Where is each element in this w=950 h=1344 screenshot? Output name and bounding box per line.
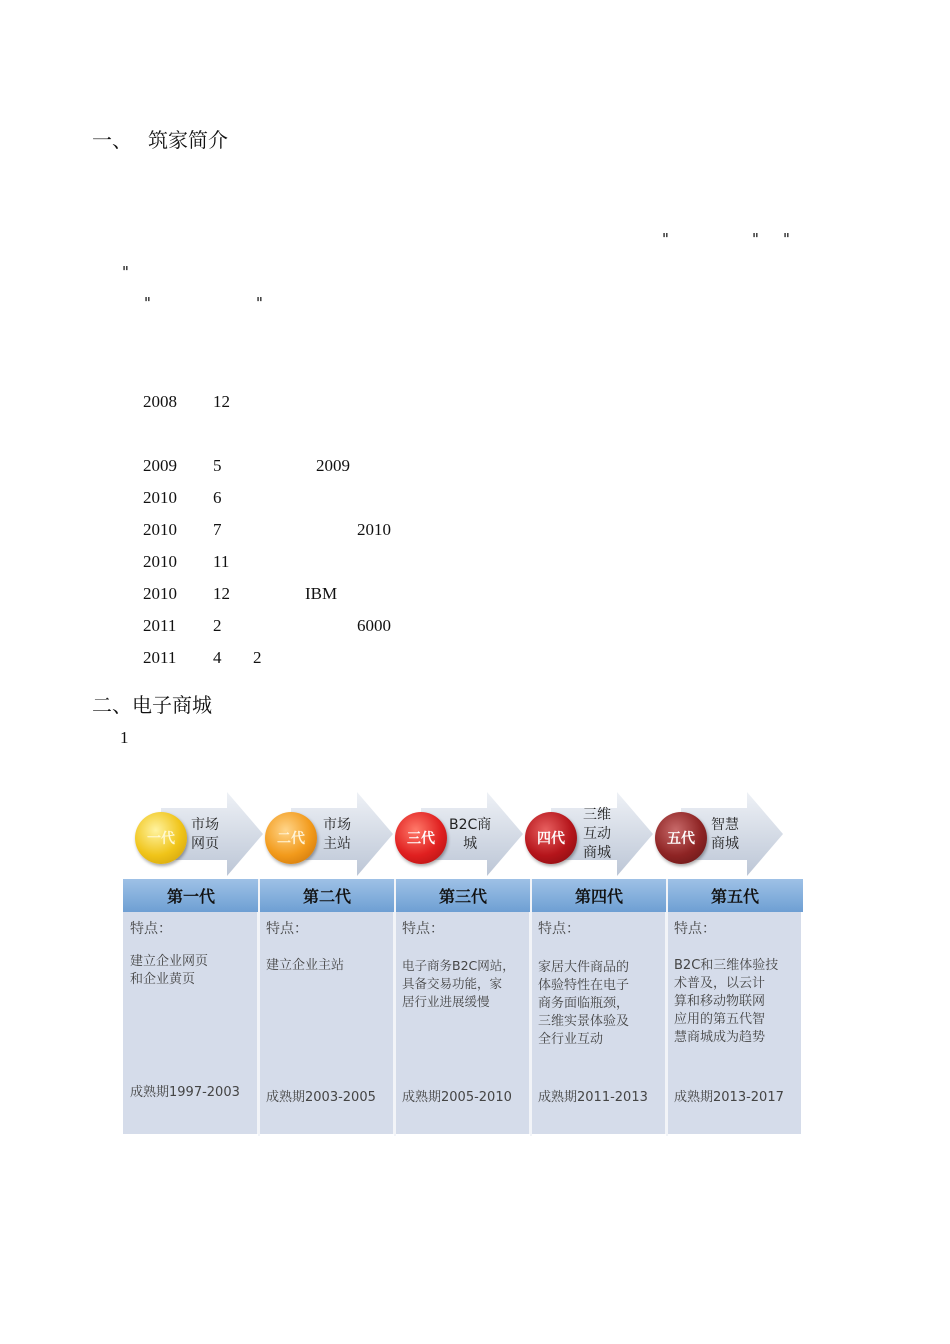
generation-header-row [123, 879, 803, 912]
stage-label: 智慧 商城 [711, 817, 739, 852]
stage-badge: 五代 [655, 812, 707, 864]
stage-label: 市场 网页 [191, 817, 219, 852]
generation-column [531, 912, 667, 1134]
timeline-month: 11 [213, 552, 230, 571]
feature-description: 家居大件商品的 体验特性在电子 商务面临瓶颈， 三维实景体验及 全行业互动 [538, 960, 630, 1047]
timeline-month: 5 [213, 456, 222, 475]
section1-number: 一、 [92, 128, 132, 152]
generation-column [123, 912, 259, 1134]
timeline-extra: 6000 [357, 616, 391, 635]
generation-column [259, 912, 395, 1134]
section2-subnumber: 1 [120, 728, 129, 747]
feature-description: 电子商务B2C网站， 具备交易功能，家 居行业进展缓慢 [402, 958, 515, 1009]
feature-description: B2C和三维体验技 术普及，以云计 算和移动物联网 应用的第五代智 慧商城成为趋势 [674, 958, 779, 1045]
maturity-period: 成熟期1997-2003 [130, 1085, 240, 1100]
timeline-year: 2010 [143, 584, 177, 603]
stage-label: B2C商 城 [449, 817, 492, 852]
generation-column [667, 912, 801, 1134]
timeline-year: 2011 [143, 616, 177, 635]
stage-badge: 一代 [135, 812, 187, 864]
timeline-extra: 2009 [316, 456, 350, 475]
quote-mark: " [783, 230, 790, 248]
feature-label: 特点： [674, 921, 716, 937]
feature-description: 建立企业主站 [266, 958, 345, 973]
section1-title: 筑家简介 [148, 128, 228, 152]
stage-badge: 三代 [395, 812, 447, 864]
timeline-year: 2010 [143, 488, 177, 507]
quote-mark: " [256, 294, 263, 312]
quote-mark: " [122, 263, 129, 281]
stage-badge: 四代 [525, 812, 577, 864]
quote-mark: " [144, 294, 151, 312]
timeline-month: 6 [213, 488, 222, 507]
timeline-year: 2010 [143, 552, 177, 571]
column-divider [666, 879, 668, 1136]
timeline-extra: 2 [253, 648, 262, 667]
ecommerce-evolution-figure [123, 788, 803, 1136]
timeline-extra: 2010 [357, 520, 391, 539]
feature-description: 建立企业网页 和企业黄页 [130, 954, 209, 987]
feature-label: 特点： [130, 921, 172, 937]
stage-label: 三维 互动 商城 [583, 807, 611, 861]
column-divider [530, 879, 532, 1136]
timeline-extra: IBM [305, 584, 338, 603]
feature-label: 特点： [538, 921, 580, 937]
column-divider [394, 879, 396, 1136]
stage-label: 市场 主站 [323, 817, 351, 852]
column-header: 第四代 [574, 887, 623, 906]
column-header: 第二代 [302, 887, 351, 906]
timeline-year: 2008 [143, 392, 177, 411]
timeline-month: 12 [213, 392, 230, 411]
timeline-month: 12 [213, 584, 230, 603]
timeline-year: 2009 [143, 456, 177, 475]
timeline-month: 2 [213, 616, 222, 635]
maturity-period: 成熟期2013-2017 [674, 1090, 784, 1105]
column-header: 第一代 [166, 887, 215, 906]
maturity-period: 成熟期2003-2005 [266, 1090, 376, 1105]
feature-label: 特点： [266, 921, 308, 937]
timeline-year: 2011 [143, 648, 177, 667]
column-header: 第三代 [438, 887, 487, 906]
quote-mark: " [662, 230, 669, 248]
timeline-month: 4 [213, 648, 222, 667]
feature-label: 特点： [402, 921, 444, 937]
timeline-month: 7 [213, 520, 222, 539]
generation-column [395, 912, 531, 1134]
column-divider [258, 879, 260, 1136]
stage-badge: 二代 [265, 812, 317, 864]
column-header: 第五代 [710, 887, 759, 906]
maturity-period: 成熟期2005-2010 [402, 1090, 512, 1105]
maturity-period: 成熟期2011-2013 [538, 1090, 648, 1105]
quote-mark: " [752, 230, 759, 248]
timeline-year: 2010 [143, 520, 177, 539]
section2-title: 二、电子商城 [92, 693, 212, 717]
